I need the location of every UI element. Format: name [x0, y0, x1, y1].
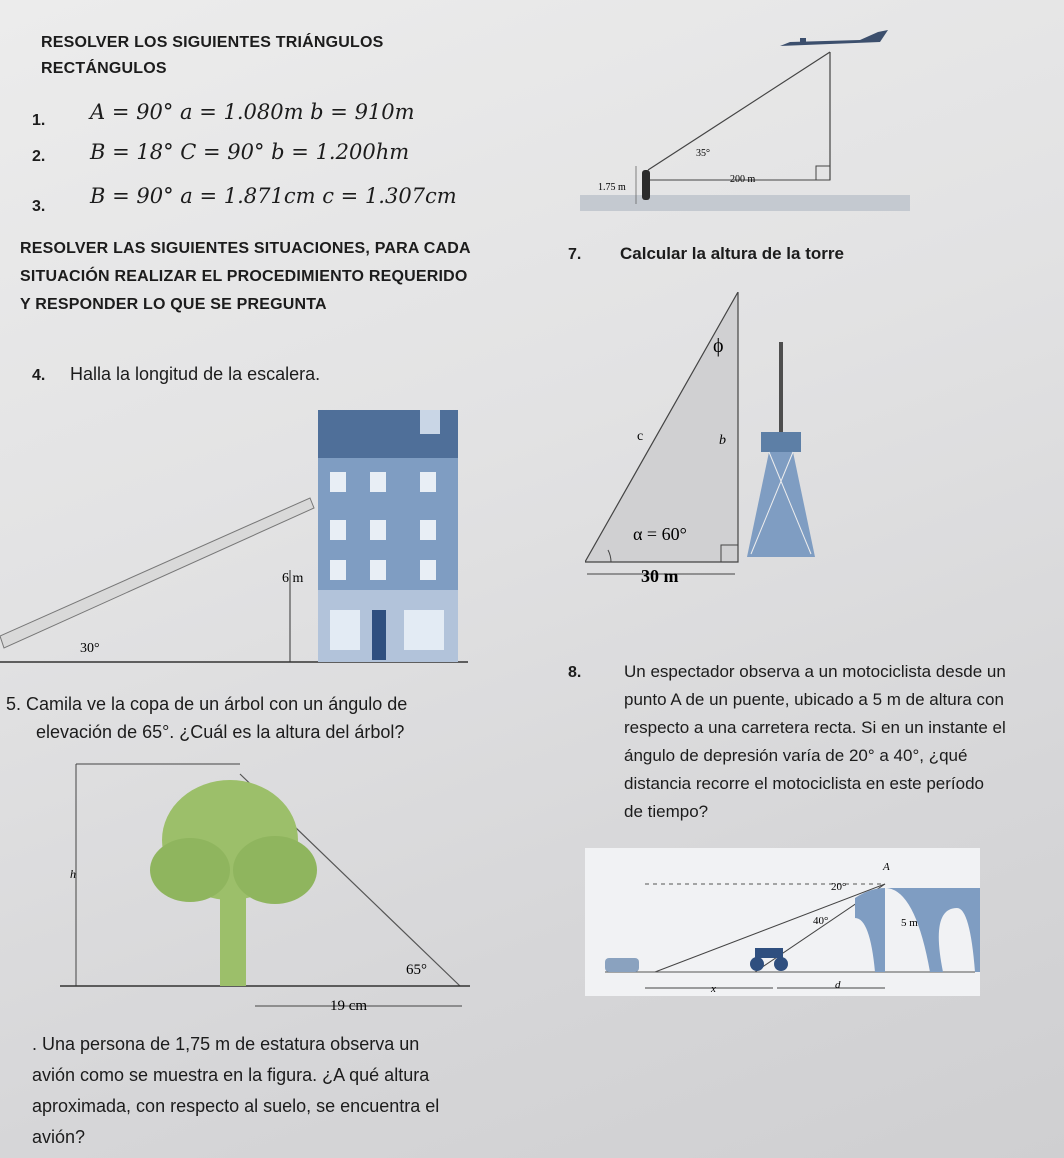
- bridge-x-label: x: [711, 983, 716, 995]
- exercise-2-number: 2.: [32, 148, 46, 165]
- tower-figure: [585, 292, 830, 592]
- building: [318, 410, 458, 662]
- problem-8-line4: ángulo de depresión varía de 20° a 40°, ¿qué: [624, 746, 968, 765]
- bridge-angle1-label: 20°: [831, 881, 847, 893]
- plane-angle-label: 35°: [696, 148, 710, 159]
- plane-figure: [580, 20, 920, 215]
- exercise-3-text: B = 90° a = 1.871cm c = 1.307cm: [90, 184, 457, 208]
- observer-icon: [642, 170, 650, 200]
- tree-figure: [60, 760, 480, 1018]
- tower-alpha-label: α = 60°: [633, 524, 687, 544]
- problem-5-line2: elevación de 65°. ¿Cuál es la altura del árbol?: [36, 722, 405, 742]
- bridge-angle2-label: 40°: [813, 915, 829, 927]
- exercise-1-text: A = 90° a = 1.080m b = 910m: [90, 100, 415, 124]
- tower-icon: [747, 342, 815, 557]
- problem-8-number: 8.: [568, 664, 582, 681]
- exercise-1-number: 1.: [32, 112, 46, 129]
- ladder-figure: [0, 400, 470, 665]
- tower-triangle: [585, 292, 738, 562]
- tower-base-label: 30 m: [641, 566, 679, 586]
- tree-base-label: 19 cm: [330, 998, 368, 1014]
- tree-angle-label: 65°: [406, 962, 427, 978]
- tree-h-label: h: [70, 867, 76, 881]
- bridge-height-label: 5 m: [901, 917, 918, 929]
- car-icon: [605, 958, 639, 972]
- ladder: [0, 498, 314, 648]
- plane-ground: [580, 195, 910, 211]
- bridge-d-label: d: [835, 979, 841, 991]
- problem-8-line3: respecto a una carretera recta. Si en un instante el: [624, 718, 1006, 737]
- plane-right-angle: [816, 166, 830, 180]
- problem-7-number: 7.: [568, 246, 582, 263]
- section2-line3: Y RESPONDER LO QUE SE PREGUNTA: [20, 296, 327, 313]
- bridge-figure: [585, 848, 980, 996]
- bridge-A-label: A: [883, 861, 890, 873]
- problem-8-line1: Un espectador observa a un motociclista desde un: [624, 662, 1006, 681]
- tower-b-label: b: [719, 433, 726, 448]
- section2-line2: SITUACIÓN REALIZAR EL PROCEDIMIENTO REQUERIDO: [20, 268, 468, 285]
- problem-6-line3: aproximada, con respecto al suelo, se encuentra el: [32, 1096, 440, 1116]
- problem-4-number: 4.: [32, 367, 46, 384]
- problem-6-line4: avión?: [32, 1127, 86, 1147]
- section2-line1: RESOLVER LAS SIGUIENTES SITUACIONES, PARA CADA: [20, 240, 471, 257]
- exercise-2-text: B = 18° C = 90° b = 1.200hm: [90, 140, 410, 164]
- problem-6-line1: . Una persona de 1,75 m de estatura observa un: [32, 1034, 420, 1054]
- tower-c-label: c: [637, 429, 644, 444]
- ladder-height-label: 6 m: [282, 571, 304, 586]
- plane-height-label: 1.75 m: [598, 182, 626, 193]
- plane-distance-label: 200 m: [730, 174, 756, 185]
- ladder-angle-label: 30°: [80, 641, 100, 656]
- exercise-3-number: 3.: [32, 198, 46, 215]
- tower-phi-label: ϕ: [713, 335, 724, 357]
- problem-7-text: Calcular la altura de la torre: [620, 244, 844, 263]
- tree-icon: [150, 780, 317, 986]
- problem-4-text: Halla la longitud de la escalera.: [70, 364, 321, 384]
- section-title-line1: RESOLVER LOS SIGUIENTES TRIÁNGULOS: [41, 34, 384, 51]
- problem-8-line6: de tiempo?: [624, 802, 709, 821]
- problem-6-line2: avión como se muestra en la figura. ¿A qué altura: [32, 1065, 430, 1085]
- problem-8-line2: punto A de un puente, ubicado a 5 m de altura con: [624, 690, 1004, 709]
- plane-sight-line: [648, 52, 830, 170]
- problem-5-line1: 5. Camila ve la copa de un árbol con un ángulo de: [6, 694, 408, 714]
- section-title-line2: RECTÁNGULOS: [41, 60, 167, 77]
- airplane-icon: [780, 30, 888, 46]
- problem-8-line5: distancia recorre el motociclista en este período: [624, 774, 985, 793]
